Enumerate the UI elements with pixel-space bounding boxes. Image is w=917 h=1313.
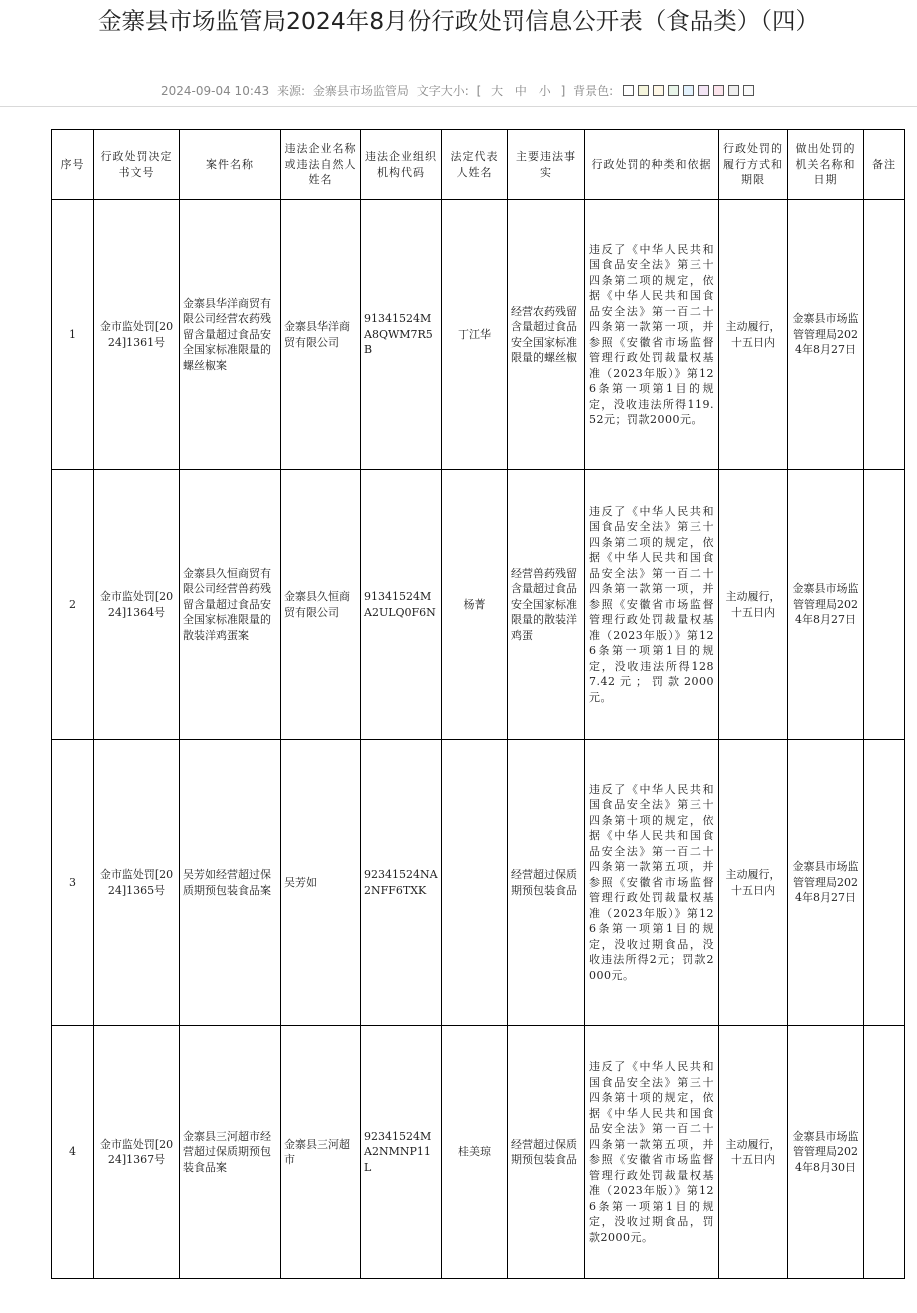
cell-org-code: 91341524MA8QWM7R5B xyxy=(361,200,442,470)
background-color-swatch-6[interactable] xyxy=(698,85,709,96)
cell-decision-number: 金市监处罚[2024]1367号 xyxy=(94,1026,180,1279)
cell-fulfillment: 主动履行，十五日内 xyxy=(719,200,788,470)
background-color-swatch-7[interactable] xyxy=(713,85,724,96)
penalty-table xyxy=(51,129,905,1279)
font-size-large-button[interactable]: 大 xyxy=(491,84,504,98)
cell-legal-rep: 桂美琼 xyxy=(442,1026,508,1279)
cell-remarks xyxy=(864,200,905,470)
table-row xyxy=(52,470,905,740)
header-authority-date: 做出处罚的机关名称和日期 xyxy=(788,130,864,200)
cell-org-code: 92341524MA2NMNP11L xyxy=(361,1026,442,1279)
table-row xyxy=(52,1026,905,1279)
cell-fulfillment: 主动履行，十五日内 xyxy=(719,1026,788,1279)
cell-authority-date: 金寨县市场监管管理局2024年8月27日 xyxy=(788,200,864,470)
cell-remarks xyxy=(864,470,905,740)
cell-penalty-basis: 违反了《中华人民共和国食品安全法》第三十四条第十项的规定，依据《中华人民共和国食品安全法》第一百二十四条第一款第五项，并参照《安徽省市场监督管理行政处罚裁量权基准（2023年版）》第126条第一项第1目的规定，没收过期食品，没收违法所得2元；罚款2000元。 xyxy=(585,740,719,1026)
cell-party-name: 吴芳如 xyxy=(281,740,361,1026)
background-color-swatch-3[interactable] xyxy=(653,85,664,96)
header-remarks: 备注 xyxy=(864,130,905,200)
source-label: 来源: xyxy=(276,84,306,98)
cell-penalty-basis: 违反了《中华人民共和国食品安全法》第三十四条第十项的规定，依据《中华人民共和国食品安全法》第一百二十四条第一款第五项，并参照《安徽省市场监督管理行政处罚裁量权基准（2023年版）》第126条第一项第1目的规定，没收过期食品，罚款2000元。 xyxy=(585,1026,719,1279)
font-size-medium-button[interactable]: 中 xyxy=(514,84,527,98)
header-no: 序号 xyxy=(52,130,94,200)
background-color-swatch-1[interactable] xyxy=(623,85,634,96)
header-fulfillment: 行政处罚的履行方式和期限 xyxy=(719,130,788,200)
header-decision-number: 行政处罚决定书文号 xyxy=(94,130,180,200)
cell-decision-number: 金市监处罚[2024]1365号 xyxy=(94,740,180,1026)
cell-no: 3 xyxy=(52,740,94,1026)
header-legal-rep: 法定代表人姓名 xyxy=(442,130,508,200)
header-divider xyxy=(0,106,917,107)
background-color-swatch-9[interactable] xyxy=(743,85,754,96)
header-org-code: 违法企业组织机构代码 xyxy=(361,130,442,200)
cell-case-name: 金寨县华洋商贸有限公司经营农药残留含量超过食品安全国家标准限量的螺丝椒案 xyxy=(180,200,281,470)
background-color-swatch-4[interactable] xyxy=(668,85,679,96)
cell-legal-rep: 丁江华 xyxy=(442,200,508,470)
cell-authority-date: 金寨县市场监管管理局2024年8月30日 xyxy=(788,1026,864,1279)
header-main-facts: 主要违法事实 xyxy=(508,130,585,200)
cell-remarks xyxy=(864,740,905,1026)
cell-fulfillment: 主动履行，十五日内 xyxy=(719,470,788,740)
cell-party-name: 金寨县三河超市 xyxy=(281,1026,361,1279)
header-party-name: 违法企业名称或违法自然人姓名 xyxy=(281,130,361,200)
publish-date: 2024-09-04 10:43 xyxy=(161,84,270,98)
cell-no: 4 xyxy=(52,1026,94,1279)
cell-main-facts: 经营兽药残留含量超过食品安全国家标准限量的散装洋鸡蛋 xyxy=(508,470,585,740)
cell-legal-rep: 杨菁 xyxy=(442,470,508,740)
font-size-bracket-open: [ xyxy=(476,84,482,98)
cell-case-name: 金寨县久恒商贸有限公司经营兽药残留含量超过食品安全国家标准限量的散装洋鸡蛋案 xyxy=(180,470,281,740)
cell-org-code: 91341524MA2ULQ0F6N xyxy=(361,470,442,740)
font-size-bracket-close: ] xyxy=(560,84,566,98)
background-color-swatches xyxy=(621,84,756,98)
cell-party-name: 金寨县华洋商贸有限公司 xyxy=(281,200,361,470)
cell-main-facts: 经营超过保质期预包装食品 xyxy=(508,740,585,1026)
background-color-swatch-8[interactable] xyxy=(728,85,739,96)
table-row xyxy=(52,740,905,1026)
cell-org-code: 92341524NA2NFF6TXK xyxy=(361,740,442,1026)
source-name: 金寨县市场监管局 xyxy=(312,84,409,98)
table-header-row xyxy=(52,130,905,200)
cell-remarks xyxy=(864,1026,905,1279)
cell-main-facts: 经营超过保质期预包装食品 xyxy=(508,1026,585,1279)
background-color-swatch-5[interactable] xyxy=(683,85,694,96)
cell-decision-number: 金市监处罚[2024]1361号 xyxy=(94,200,180,470)
header-penalty-basis: 行政处罚的种类和依据 xyxy=(585,130,719,200)
cell-authority-date: 金寨县市场监管管理局2024年8月27日 xyxy=(788,470,864,740)
background-color-label: 背景色: xyxy=(573,84,614,98)
page-title: 金寨县市场监管局2024年8月份行政处罚信息公开表（食品类）（四） xyxy=(97,7,819,35)
cell-party-name: 金寨县久恒商贸有限公司 xyxy=(281,470,361,740)
background-color-swatch-2[interactable] xyxy=(638,85,649,96)
font-size-small-button[interactable]: 小 xyxy=(538,84,551,98)
header-case-name: 案件名称 xyxy=(180,130,281,200)
cell-no: 2 xyxy=(52,470,94,740)
cell-fulfillment: 主动履行，十五日内 xyxy=(719,740,788,1026)
cell-case-name: 金寨县三河超市经营超过保质期预包装食品案 xyxy=(180,1026,281,1279)
cell-case-name: 吴芳如经营超过保质期预包装食品案 xyxy=(180,740,281,1026)
cell-penalty-basis: 违反了《中华人民共和国食品安全法》第三十四条第二项的规定，依据《中华人民共和国食品安全法》第一百二十四条第一款第一项，并参照《安徽省市场监督管理行政处罚裁量权基准（2023年版）》第126条第一项第1目的规定，没收违法所得119.52元；罚款2000元。 xyxy=(585,200,719,470)
article-meta xyxy=(0,82,917,100)
font-size-label: 文字大小: xyxy=(416,84,469,98)
table-row xyxy=(52,200,905,470)
cell-decision-number: 金市监处罚[2024]1364号 xyxy=(94,470,180,740)
cell-no: 1 xyxy=(52,200,94,470)
cell-authority-date: 金寨县市场监管管理局2024年8月27日 xyxy=(788,740,864,1026)
cell-legal-rep xyxy=(442,740,508,1026)
cell-penalty-basis: 违反了《中华人民共和国食品安全法》第三十四条第二项的规定，依据《中华人民共和国食品安全法》第一百二十四条第一款第一项，并参照《安徽省市场监督管理行政处罚裁量权基准（2023年版）》第126条第一项第1目的规定，没收违法所得1287.42元；罚款2000元。 xyxy=(585,470,719,740)
cell-main-facts: 经营农药残留含量超过食品安全国家标准限量的螺丝椒 xyxy=(508,200,585,470)
